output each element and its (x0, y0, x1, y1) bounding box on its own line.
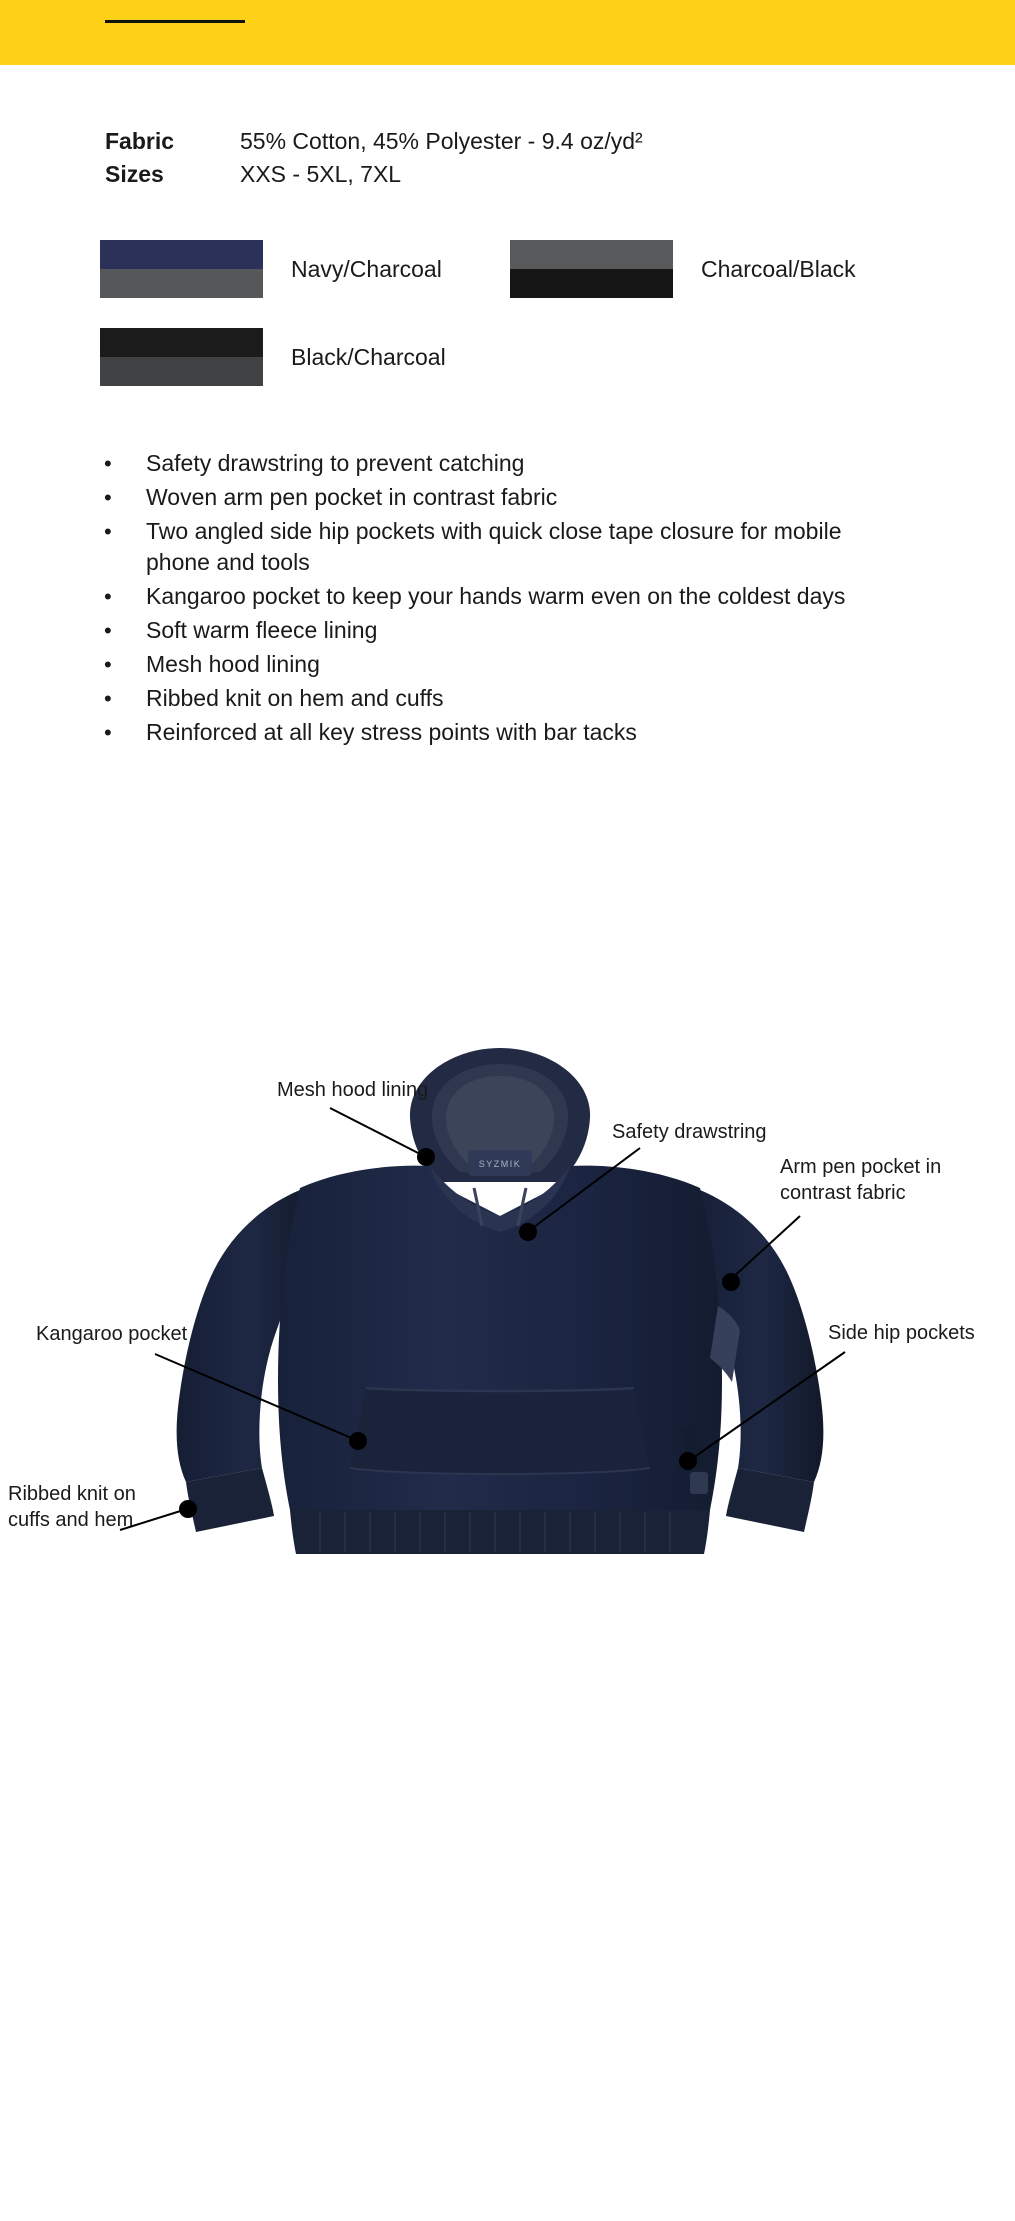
bullet-icon: • (104, 584, 112, 609)
header-band (0, 0, 1015, 65)
feature-text: Two angled side hip pockets with quick close tape closure for mobile phone and tools (146, 518, 842, 575)
callout-side-pockets: Side hip pockets (828, 1322, 975, 1344)
list-item (100, 482, 920, 513)
feature-text: Soft warm fleece lining (146, 617, 378, 643)
ribbed-hem (290, 1510, 710, 1554)
colourway-section (100, 240, 980, 416)
list-item (100, 581, 920, 612)
colour-swatch-navy-charcoal (100, 240, 263, 298)
colourway-label: Black/Charcoal (291, 344, 446, 370)
brand-label-text: SYZMIK (478, 1159, 522, 1169)
product-diagram (0, 1020, 1015, 1840)
feature-text: Kangaroo pocket to keep your hands warm even on the coldest days (146, 583, 846, 609)
hoodie-illustration (0, 1020, 1015, 1840)
feature-text: Woven arm pen pocket in contrast fabric (146, 484, 558, 510)
pocket-tab (690, 1472, 708, 1494)
bullet-icon: • (104, 451, 112, 476)
spec-value-sizes: XXS - 5XL, 7XL (240, 161, 402, 187)
callout-drawstring: Safety drawstring (612, 1121, 767, 1143)
colourway-label: Navy/Charcoal (291, 256, 442, 282)
spec-value-fabric: 55% Cotton, 45% Polyester - 9.4 oz/yd² (240, 128, 643, 154)
spec-label-sizes: Sizes (105, 161, 164, 187)
spec-table (105, 126, 825, 192)
list-item (100, 516, 920, 578)
bullet-icon: • (104, 652, 112, 677)
spec-row-sizes (105, 159, 825, 189)
bullet-icon: • (104, 686, 112, 711)
list-item (100, 615, 920, 646)
bullet-icon: • (104, 720, 112, 745)
spec-row-fabric (105, 126, 825, 156)
feature-text: Reinforced at all key stress points with bar tacks (146, 719, 637, 745)
callout-arm-pocket: Arm pen pocket in contrast fabric (780, 1156, 942, 1204)
colour-swatch-black-charcoal (100, 328, 263, 386)
colourway-item[interactable] (100, 240, 510, 298)
callout-ribbed-knit: Ribbed knit on cuffs and hem (8, 1483, 136, 1531)
kangaroo-pocket (350, 1388, 650, 1474)
list-item (100, 683, 920, 714)
colourway-label: Charcoal/Black (701, 256, 856, 282)
callout-mesh-hood: Mesh hood lining (277, 1079, 429, 1101)
feature-list (100, 448, 920, 751)
spec-label-fabric: Fabric (105, 128, 175, 154)
feature-text: Mesh hood lining (146, 651, 320, 677)
list-item (100, 649, 920, 680)
colour-swatch-charcoal-black (510, 240, 673, 298)
colourway-grid (100, 240, 980, 416)
bullet-icon: • (104, 618, 112, 643)
list-item (100, 717, 920, 748)
bullet-icon: • (104, 485, 112, 510)
callout-kangaroo: Kangaroo pocket (36, 1323, 188, 1345)
feature-text: Safety drawstring to prevent catching (146, 450, 525, 476)
bullet-icon: • (104, 519, 112, 544)
feature-text: Ribbed knit on hem and cuffs (146, 685, 444, 711)
colourway-item[interactable] (510, 240, 920, 298)
header-rule (105, 20, 245, 23)
list-item (100, 448, 920, 479)
colourway-item[interactable] (100, 328, 510, 386)
